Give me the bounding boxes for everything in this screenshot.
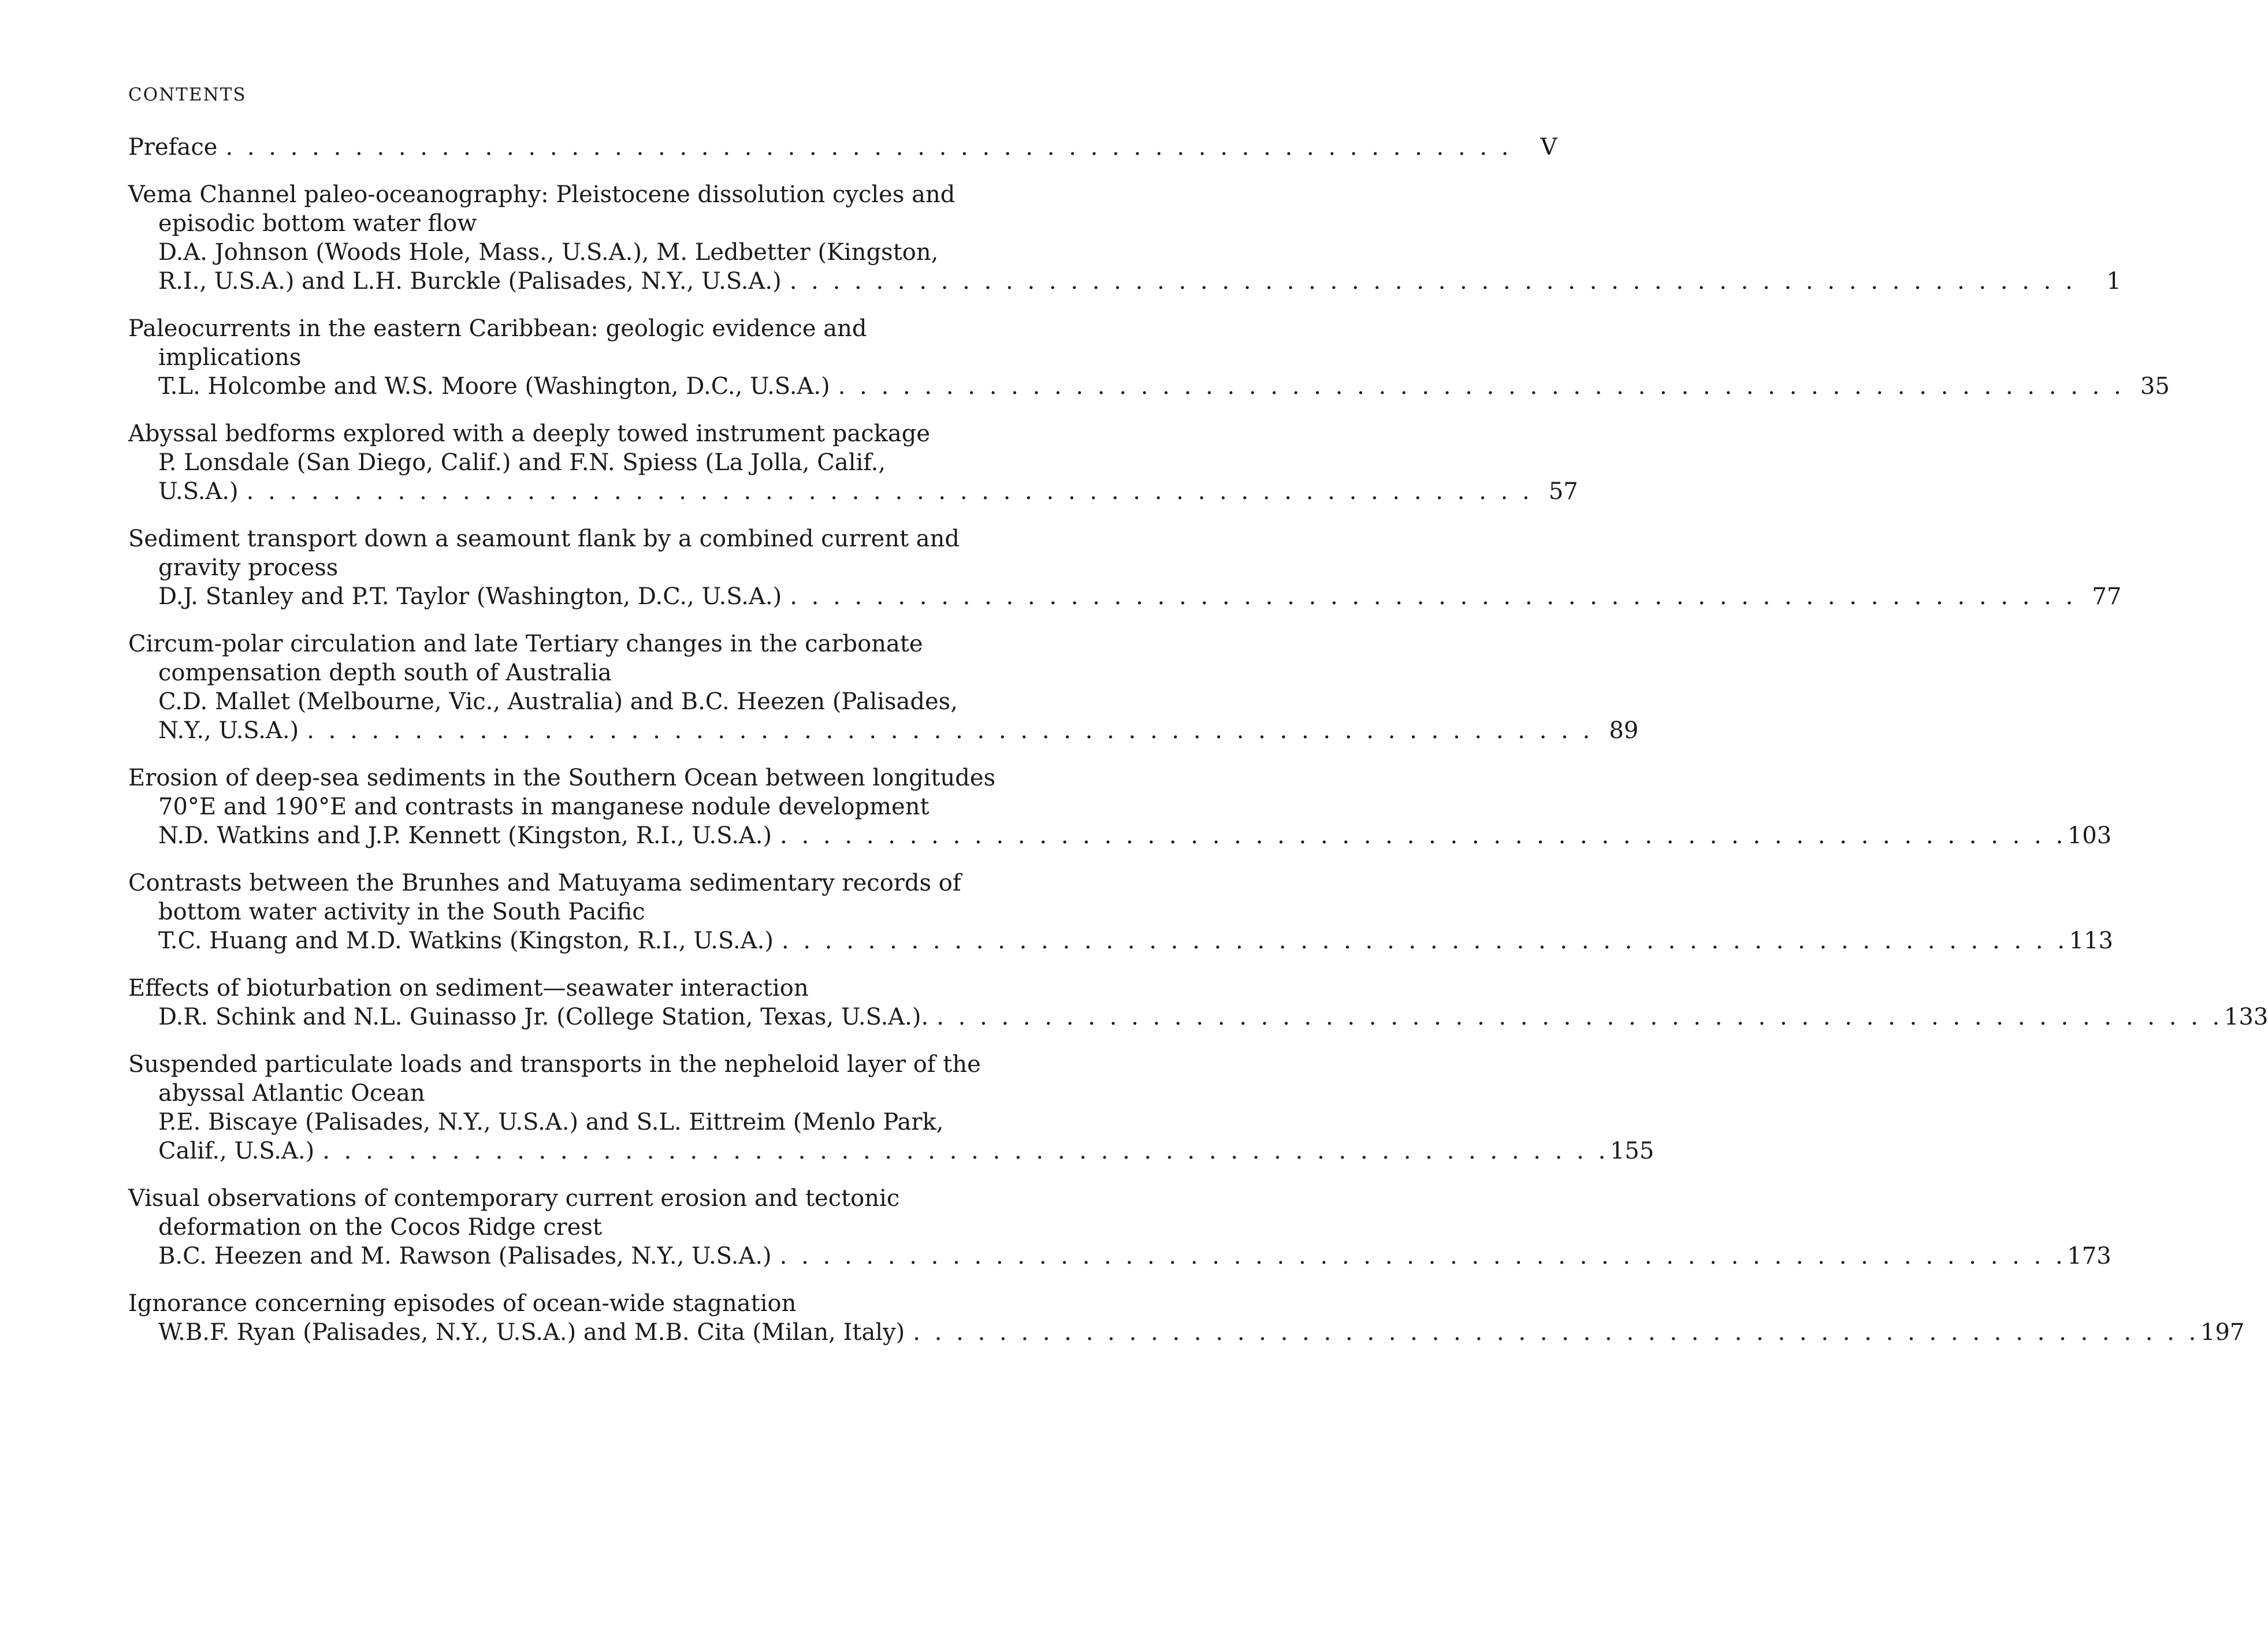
page-number: 57 xyxy=(1548,478,1578,505)
dot-leader: . . . . . . . . . . . . . . . . . . . . . . . . . . . . . . . . . . . . . . . . . . . . . . . . . . . . . . . . . . . . xyxy=(779,1243,2066,1269)
dot-leader: . . . . . . . . . . . . . . . . . . . . . . . . . . . . . . . . . . . . . . . . . . . . . . . . . . . . . . . . . . . . xyxy=(307,717,1594,744)
toc-entry xyxy=(128,869,2113,955)
toc-entry-line: Abyssal bedforms explored with a deeply towed instrument package xyxy=(128,420,930,447)
toc-entry-line: Paleocurrents in the eastern Caribbean: geologic evidence and xyxy=(128,315,867,342)
toc-entry xyxy=(128,1050,1654,1165)
toc-entry-text: U.S.A.) xyxy=(158,478,239,505)
toc-entry-line: Erosion of deep-sea sediments in the Southern Ocean between longitudes xyxy=(128,765,996,791)
toc-entry-line: Effects of bioturbation on sediment—seawater interaction xyxy=(128,975,809,1001)
toc-entry-line: implications xyxy=(158,344,302,371)
toc-entry-line: Sediment transport down a seamount flank by a combined current and xyxy=(128,526,960,552)
toc-entry-line: compensation depth south of Australia xyxy=(158,660,612,686)
toc-entry-line: 70°E and 190°E and contrasts in manganese nodule development xyxy=(158,794,929,820)
toc-entry-last-line xyxy=(128,372,2170,401)
table-of-contents xyxy=(128,133,2268,1347)
contents-heading: CONTENTS xyxy=(128,84,247,105)
toc-entry-last-line xyxy=(128,1137,1654,1165)
dot-leader: . . . . . . . . . . . . . . . . . . . . . . . . . . . . . . . . . . . . . . . . . . . . . . . . . . . . . . . . . . . . xyxy=(790,583,2077,610)
toc-entry-line: deformation on the Cocos Ridge crest xyxy=(158,1214,602,1241)
dot-leader: . . . . . . . . . . . . . . . . . . . . . . . . . . . . . . . . . . . . . . . . . . . . . . . . . . . . . . . . . . . . xyxy=(936,1004,2224,1030)
toc-entry-line: P.E. Biscaye (Palisades, N.Y., U.S.A.) and S.L. Eittreim (Menlo Park, xyxy=(158,1109,944,1135)
toc-entry-line: Ignorance concerning episodes of ocean-wide stagnation xyxy=(128,1290,797,1317)
toc-entry xyxy=(128,1289,2245,1347)
toc-entry-line: Vema Channel paleo-oceanography: Pleistocene dissolution cycles and xyxy=(128,181,955,208)
toc-entry xyxy=(128,1184,2111,1271)
page-number: 103 xyxy=(2067,822,2112,849)
dot-leader: . . . . . . . . . . . . . . . . . . . . . . . . . . . . . . . . . . . . . . . . . . . . . . . . . . . . . . . . . . . . xyxy=(838,373,2125,400)
toc-entry-line: C.D. Mallet (Melbourne, Vic., Australia) and B.C. Heezen (Palisades, xyxy=(158,688,958,715)
toc-entry-text: Calif., U.S.A.) xyxy=(158,1138,315,1164)
toc-entry xyxy=(128,314,2170,401)
toc-entry xyxy=(128,764,2112,850)
toc-entry xyxy=(128,974,2268,1031)
toc-entry-line: episodic bottom water flow xyxy=(158,210,477,237)
toc-entry-text: D.J. Stanley and P.T. Taylor (Washington, D.C., U.S.A.) xyxy=(158,583,782,610)
dot-leader: . . . . . . . . . . . . . . . . . . . . . . . . . . . . . . . . . . . . . . . . . . . . . . . . . . . . . . . . . . . . xyxy=(913,1319,2200,1346)
toc-entry-line: abyssal Atlantic Ocean xyxy=(158,1080,425,1107)
page-number: 197 xyxy=(2200,1319,2245,1346)
dot-leader: . . . . . . . . . . . . . . . . . . . . . . . . . . . . . . . . . . . . . . . . . . . . . . . . . . . . . . . . . . . . xyxy=(246,478,1533,505)
toc-entry-last-line xyxy=(128,716,1639,745)
toc-entry-last-line xyxy=(128,926,2113,955)
toc-entry-last-line xyxy=(128,1242,2111,1271)
toc-entry-text: Preface xyxy=(128,134,218,161)
toc-entry-line: D.A. Johnson (Woods Hole, Mass., U.S.A.), M. Ledbetter (Kingston, xyxy=(158,239,939,266)
toc-entry-text: N.Y., U.S.A.) xyxy=(158,717,299,744)
toc-entry-last-line xyxy=(128,133,1557,162)
toc-entry-text: B.C. Heezen and M. Rawson (Palisades, N.Y., U.S.A.) xyxy=(158,1243,772,1269)
toc-entry xyxy=(128,180,2121,296)
dot-leader: . . . . . . . . . . . . . . . . . . . . . . . . . . . . . . . . . . . . . . . . . . . . . . . . . . . . . . . . . . . . xyxy=(780,822,2067,849)
toc-entry-line: P. Lonsdale (San Diego, Calif.) and F.N. Spiess (La Jolla, Calif., xyxy=(158,449,886,476)
toc-entry-line: Suspended particulate loads and transports in the nepheloid layer of the xyxy=(128,1051,981,1078)
dot-leader: . . . . . . . . . . . . . . . . . . . . . . . . . . . . . . . . . . . . . . . . . . . . . . . . . . . . . . . . . . . . xyxy=(789,268,2076,295)
toc-entry-last-line xyxy=(128,1003,2268,1031)
page-number: 133 xyxy=(2224,1004,2268,1030)
toc-entry xyxy=(128,524,2122,611)
dot-leader: . . . . . . . . . . . . . . . . . . . . . . . . . . . . . . . . . . . . . . . . . . . . . . . . . . . . . . . . . . . . xyxy=(322,1138,1609,1164)
toc-entry-line: Circum-polar circulation and late Tertiary changes in the carbonate xyxy=(128,631,923,657)
page-number: 35 xyxy=(2140,373,2170,400)
page-number: 113 xyxy=(2069,928,2113,954)
toc-entry-text: W.B.F. Ryan (Palisades, N.Y., U.S.A.) and M.B. Cita (Milan, Italy) xyxy=(158,1319,905,1346)
page-number: 1 xyxy=(2106,268,2121,295)
toc-entry-line: Contrasts between the Brunhes and Matuyama sedimentary records of xyxy=(128,870,961,896)
toc-entry-last-line xyxy=(128,267,2121,296)
toc-entry-text: N.D. Watkins and J.P. Kennett (Kingston, R.I., U.S.A.) xyxy=(158,822,772,849)
page-number: 173 xyxy=(2067,1243,2111,1269)
toc-entry-text: R.I., U.S.A.) and L.H. Burckle (Palisades, N.Y., U.S.A.) xyxy=(158,268,782,295)
toc-entry-line: Visual observations of contemporary current erosion and tectonic xyxy=(128,1185,900,1212)
dot-leader: . . . . . . . . . . . . . . . . . . . . . . . . . . . . . . . . . . . . . . . . . . . . . . . . . . . . . . . . . . . . xyxy=(225,134,1512,161)
toc-entry xyxy=(128,630,1639,745)
toc-entry-last-line xyxy=(128,582,2122,611)
toc-entry-text: D.R. Schink and N.L. Guinasso Jr. (College Station, Texas, U.S.A.). xyxy=(158,1004,929,1030)
toc-entry-last-line xyxy=(128,477,1578,506)
page-number: 89 xyxy=(1609,717,1639,744)
toc-entry xyxy=(128,419,1578,506)
toc-entry-last-line xyxy=(128,1318,2245,1347)
toc-entry-text: T.C. Huang and M.D. Watkins (Kingston, R.I., U.S.A.) xyxy=(158,928,774,954)
toc-entry-last-line xyxy=(128,821,2112,850)
page-number: 77 xyxy=(2092,583,2122,610)
page-number: 155 xyxy=(1609,1138,1654,1164)
toc-entry-line: bottom water activity in the South Pacific xyxy=(158,899,645,925)
toc-entry-text: T.L. Holcombe and W.S. Moore (Washington, D.C., U.S.A.) xyxy=(158,373,830,400)
page-number: V xyxy=(1540,134,1557,161)
dot-leader: . . . . . . . . . . . . . . . . . . . . . . . . . . . . . . . . . . . . . . . . . . . . . . . . . . . . . . . . . . . . xyxy=(781,928,2068,954)
toc-entry-line: gravity process xyxy=(158,554,339,581)
toc-entry xyxy=(128,133,1557,162)
